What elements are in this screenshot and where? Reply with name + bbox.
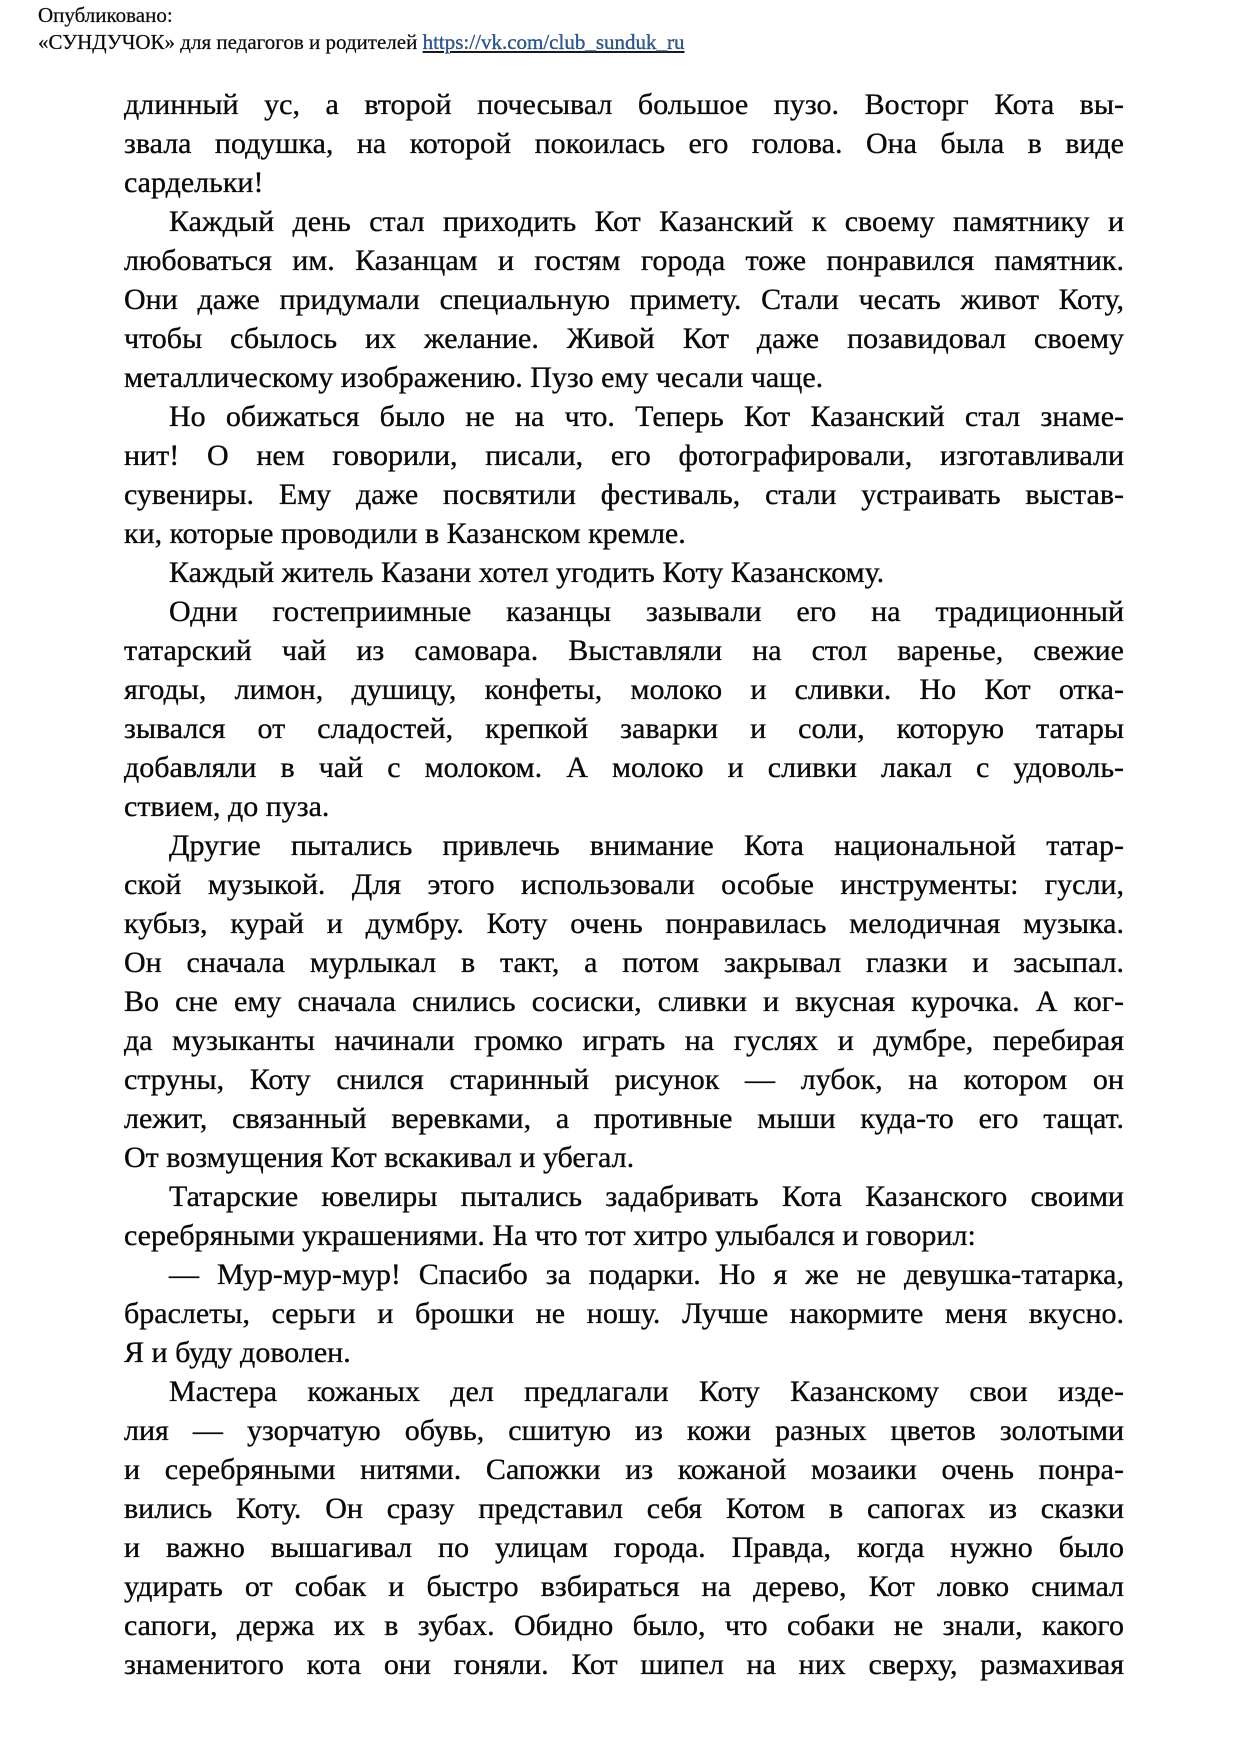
text-line: кубыз, курай и думбру. Коту очень понравилась мелодичная музыка.	[124, 907, 1124, 940]
text-line: От возмущения Кот вскакивал и убегал.	[124, 1141, 635, 1174]
text-line: Во сне ему сначала снились сосиски, сливки и вкусная курочка. А ког-	[124, 985, 1124, 1018]
text-line: Но обижаться было не на что. Теперь Кот Казанский стал знаме-	[169, 400, 1124, 433]
text-line: зывался от сладостей, крепкой заварки и соли, которую татары	[124, 712, 1124, 745]
text-line: вились Коту. Он сразу представил себя Котом в сапогах из сказки	[124, 1492, 1124, 1525]
text-line: сардельки!	[124, 166, 264, 199]
text-line: любоваться им. Казанцам и гостям города тоже понравился памятник.	[124, 244, 1124, 277]
text-line: удирать от собак и быстро взбираться на дерево, Кот ловко снимал	[124, 1570, 1124, 1603]
text-line: добавляли в чай с молоком. А молоко и сливки лакал с удоволь-	[124, 751, 1124, 784]
text-line: Татарские ювелиры пытались задабривать Кота Казанского своими	[169, 1180, 1124, 1213]
text-line: Другие пытались привлечь внимание Кота национальной татар-	[169, 829, 1124, 862]
published-label: Опубликовано:	[38, 3, 173, 27]
text-line: чтобы сбылось их желание. Живой Кот даже позавидовал своему	[124, 322, 1124, 355]
text-line: Я и буду доволен.	[124, 1336, 351, 1369]
source-label: «СУНДУЧОК» для педагогов и родителей	[38, 30, 423, 54]
text-line: струны, Коту снился старинный рисунок — лубок, на котором он	[124, 1063, 1124, 1096]
text-line: татарский чай из самовара. Выставляли на стол варенье, свежие	[124, 634, 1124, 667]
text-line: да музыканты начинали громко играть на гуслях и думбре, перебирая	[124, 1024, 1124, 1057]
text-line: ской музыкой. Для этого использовали особые инструменты: гусли,	[124, 868, 1124, 901]
text-line: Мастера кожаных дел предлагали Коту Казанскому свои изде-	[169, 1375, 1124, 1408]
text-line: звала подушка, на которой покоилась его голова. Она была в виде	[124, 127, 1124, 160]
text-line: ягоды, лимон, душицу, конфеты, молоко и сливки. Но Кот отка-	[124, 673, 1124, 706]
text-line: и важно вышагивал по улицам города. Правда, когда нужно было	[124, 1531, 1124, 1564]
text-line: сапоги, держа их в зубах. Обидно было, что собаки не знали, какого	[124, 1609, 1124, 1642]
text-line: Одни гостеприимные казанцы зазывали его на традиционный	[169, 595, 1124, 628]
text-line: — Мур-мур-мур! Спасибо за подарки. Но я же не девушка-татарка,	[169, 1258, 1124, 1291]
text-line: Каждый житель Казани хотел угодить Коту Казанскому.	[169, 556, 885, 589]
text-line: нит! О нем говорили, писали, его фотографировали, изготавливали	[124, 439, 1124, 472]
text-line: лия — узорчатую обувь, сшитую из кожи разных цветов золотыми	[124, 1414, 1124, 1447]
story-text	[124, 85, 1124, 1684]
text-line: и серебряными нитями. Сапожки из кожаной мозаики очень понра-	[124, 1453, 1124, 1486]
text-line: сувениры. Ему даже посвятили фестиваль, стали устраивать выстав-	[124, 478, 1124, 511]
vk-club-link[interactable]: https://vk.com/club_sunduk_ru	[422, 30, 685, 54]
text-line: длинный ус, а второй почесывал большое пузо. Восторг Кота вы-	[124, 88, 1124, 121]
text-line: серебряными украшениями. На что тот хитро улыбался и говорил:	[124, 1219, 976, 1252]
text-line: металлическому изображению. Пузо ему чесали чаще.	[124, 361, 824, 394]
text-line: ствием, до пуза.	[124, 790, 330, 823]
text-line: браслеты, серьги и брошки не ношу. Лучше накормите меня вкусно.	[124, 1297, 1124, 1330]
text-line: знаменитого кота они гоняли. Кот шипел на них сверху, размахивая	[124, 1648, 1124, 1681]
text-line: Он сначала мурлыкал в такт, а потом закрывал глазки и засыпал.	[124, 946, 1124, 979]
text-line: Каждый день стал приходить Кот Казанский к своему памятнику и	[169, 205, 1124, 238]
source-line	[38, 29, 798, 56]
text-line: лежит, связанный веревками, а противные мыши куда-то его тащат.	[124, 1102, 1124, 1135]
text-line: Они даже придумали специальную примету. Стали чесать живот Коту,	[124, 283, 1124, 316]
text-line: ки, которые проводили в Казанском кремле.	[124, 517, 686, 550]
page-header	[38, 2, 798, 56]
